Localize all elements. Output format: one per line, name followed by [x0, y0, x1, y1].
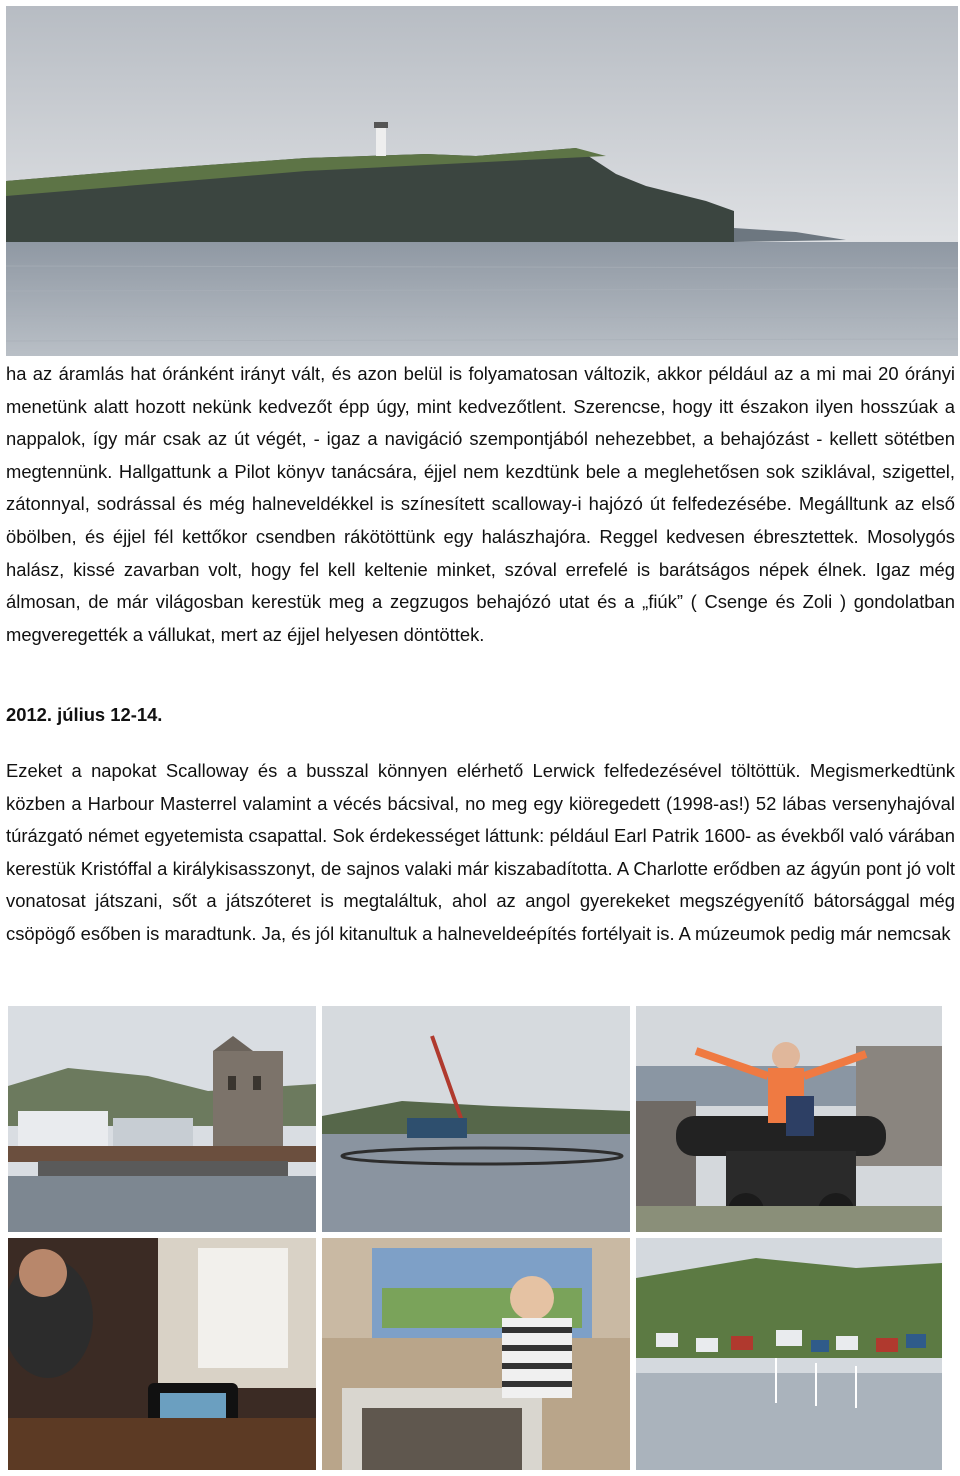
- photo-toy-castle-child: [322, 1238, 630, 1470]
- photo-cliff-lighthouse: [6, 6, 958, 356]
- photo-navigation-screen: [8, 1238, 316, 1470]
- paragraph-1: ha az áramlás hat óránként irányt vált, és azon belül is folyamatosan változik, akkor például az a mi mai 20 órányi menetünk alatt hozott nekünk kedvezőt épp úgy, mint kedvezőtlent. Szerencse, hogy itt északon ilyen hosszúak a nappalok, így már csak az út végét, - igaz a navigáció szempontjából nehezebbet, a behajózást - kellett sötétben megtennünk. Hallgattunk a Pilot könyv tanácsára, éjjel nem kezdtünk bele a meglehetősen sok sziklával, szigettel, zátonnyal, sodrással és még halneveldékkel is színesített scalloway-i hajózó út felfedezésébe. Megálltunk az első öbölben, és éjjel fél kettőkor csendben rákötöttünk egy halászhajóra. Reggel kedvesen ébresztettek. Mosolygós halász, kissé zavarban volt, hogy fel kell keltenie minket, szóval errefelé is barátságos népek élnek. Igaz még álmosan, de már világosban kerestük meg a zegzugos behajózó utat és a „fiúk” ( Csenge és Zoli ) gondolatban megveregették a vállukat, mert az éjjel helyesen döntöttek.: [6, 363, 955, 645]
- paragraph-2: Ezeket a napokat Scalloway és a busszal könnyen elérhető Lerwick felfedezésével töltöttük. Megismerkedtünk közben a Harbour Masterrel valamint a vécés bácsival, no meg egy kiöregedett (1998-as!) 52 lábas versenyhajóval túrázgató német egyetemista csapattal. Sok érdekességet láttunk: például Earl Patrik 1600- as évekből való várában kerestük Kristóffal a királykisasszonyt, de sajnos valaki már kiszabadította. A Charlotte erődben az ágyún pont jó volt vonatosat játszani, sőt a játszóteret is megtaláltuk, ahol az angol gyerekeket megszégyenítő bátorsággal még csöpögő esőben is maradtunk. Ja, és jól kitanultuk a halneveldeépítés fortélyait is. A múzeumok pedig már nemcsak: [6, 760, 955, 944]
- photo-fish-farm-crane: [322, 1006, 630, 1232]
- photo-harbour-castle: [8, 1006, 316, 1232]
- date-heading: 2012. július 12-14.: [6, 704, 163, 725]
- photo-town-bay: [636, 1238, 942, 1470]
- photo-cannon-fort: [636, 1006, 942, 1232]
